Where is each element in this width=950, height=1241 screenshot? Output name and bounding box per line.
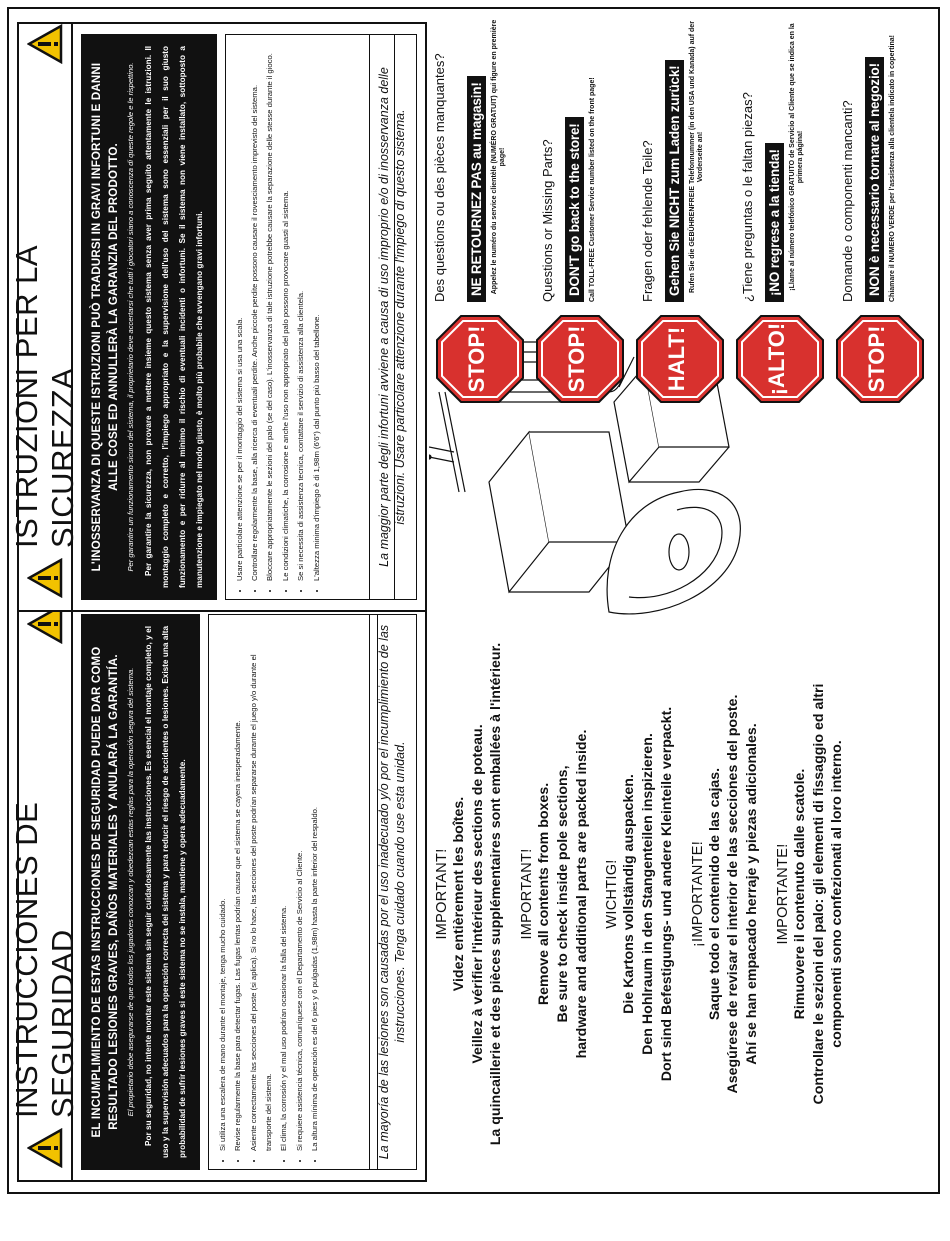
stop-question: Des questions ou des pièces manquantes? [432, 53, 447, 302]
bullet-item: • El clima, la corrosión y el mal uso podrían ocasionar la falla del sistema. [276, 623, 291, 1151]
important-title: IMPORTANTE! [774, 843, 791, 945]
stop-banner: DON'T go back to the store! [565, 117, 584, 302]
important-block-es [690, 614, 762, 1174]
stop-row-es [731, 12, 823, 412]
stop-question: Domande o componenti mancanti? [840, 100, 855, 302]
warning-icon [27, 558, 63, 598]
important-line: componenti sono confezionati al loro interno. [829, 740, 846, 1048]
important-line: Saque todo el contenido de las cajas. [706, 767, 723, 1021]
stop-row-it [831, 12, 923, 412]
important-line: Dort sind Befestigungs- und andere Kleinteile verpackt. [658, 706, 675, 1082]
bullet-item: • Bloccare appropriatamente le sezioni del palo (se del caso). L'inosservanza di tale istruzione potrebbe causare la separazione delle stesse durante il gioco. [262, 43, 277, 581]
italian-warning-note: Per garantire un funzionamento sicuro del sistema, il proprietario deve accertarsi che tutti i giocatori siano a conoscenza di queste regole e le rispettino. [126, 62, 136, 572]
important-title: IMPORTANT! [434, 848, 450, 940]
stop-question: ¿Tiene preguntas o le faltan piezas? [740, 92, 755, 302]
stop-banner: Gehen Sie NICHT zum Laden zurück! [665, 60, 684, 302]
bullet-item: • Asiente correctamente las secciones del poste (si aplica). Si no lo hace, las secciones del poste podrían separarse durante el juego y/o durante el transporte del sistema. [246, 623, 277, 1151]
bullet-item: • Si requiere asistencia técnica, comuníquese con el Departamento de Servicio al Cliente. [292, 623, 307, 1151]
important-line: Videz entièrement les boîtes. [451, 796, 467, 992]
italian-warning-head: L'INOSSERVANZA DI QUESTE ISTRUZIONI PUÒ TRADURSI IN GRAVI INFORTUNI E DANNI ALLE COSE ED ANNULLERÀ LA GARANZIA DEL PRODOTTO. [91, 62, 120, 572]
stop-sign-text: ¡ALTO! [764, 322, 789, 396]
stop-row-fr [431, 12, 523, 412]
bullet-item: • Si utiliza una escalera de mano durante el montaje, tenga mucho cuidado. [215, 623, 230, 1151]
spanish-warning-note: El propietario debe asegurarse de que todos los jugadores conozcan y obedezcan estas reglas para la operación segura del sistema. [126, 667, 136, 1117]
italian-safety-panel [9, 22, 427, 612]
spanish-title: INSTRUCCIONES DE SEGURIDAD [9, 801, 80, 1118]
important-line: Die Kartons vollständig auspacken. [621, 774, 638, 1014]
unpacking-instructions [434, 614, 934, 1174]
important-block-it [775, 614, 847, 1174]
bullet-item: • Le condizioni climatiche, la corrosione e anche l'uso non appropriato del palo possono provocare guasti al sistema. [278, 43, 293, 581]
important-line: Den Hohlraum in den Stangenteilen inspizieren. [640, 733, 657, 1055]
italian-title: ISTRUZIONI PER LA SICUREZZA [9, 246, 80, 548]
important-block-fr [434, 614, 506, 1174]
stop-banner: NE RETOURNEZ PAS au magasin! [467, 76, 486, 302]
bullet-item: • Revise regularmente la base para detectar fugas. Las fugas lentas podrían causar que el sistema se cayera inesperadamente. [230, 623, 245, 1151]
bullet-item: • La altura mínima de operación es del 6 pies y 6 pulgadas (1,98m) hasta la parte inferior del respaldo. [307, 623, 322, 1151]
stop-banner: ¡NO regrese a la tienda! [765, 143, 784, 302]
important-line: La quincaillerie et des pièces supplémentaires sont emballées à l'intérieur. [488, 642, 505, 1146]
stop-note: ¡Llame al número telefónico GRATUITO de Servicio al Cliente que se indica en la primera página! [789, 23, 805, 291]
spanish-title-bar [9, 604, 80, 1180]
stop-question: Questions or Missing Parts? [540, 139, 555, 302]
stop-sign-text: STOP! [464, 325, 489, 393]
stop-row-en [531, 12, 623, 412]
important-line: Asegúrese de revisar el interior de las secciones del poste. [725, 694, 742, 1094]
italian-warning-body: Per garantire la sicurezza, non provare a mettere insieme questo sistema senza aver prima seguito attentamente le istruzioni. Il montaggio completo e corretto, l'impiego appropriato e la supervisione dell'uso del sistema sono essenziali per il suo giusto funzionamento e per ridurre al minimo il rischio di eventuali incidenti o infortuni. Se il sistema non viene installato, sottoposto a manutenzione e impiegato nel modo giusto, è molto più probabile che avvengano gravi infortuni. [144, 46, 204, 588]
important-line: hardware and additional parts are packed inside. [573, 729, 590, 1059]
bullet-item: • Se si necessita di assistenza tecnica, contattare il servizio di assistenza alla clientela. [293, 43, 308, 581]
spanish-warning-body: Por su seguridad, no intente montar este sistema sin seguir cuidadosamente las instrucciones. Es esencial el montaje completo, y el uso y la supervisión adecuados para la operación correcta del sistema y para reducir el riesgo de accidentes o lesiones. Existe una alta probabilidad de sufrir lesiones graves si este sistema no se instala, mantiene y opera adecuadamente. [144, 626, 187, 1158]
stop-note: Rufen Sie die GEBÜHRENFREIE Telefonnummer (in den USA und Kanada) auf der Vorderseite an! [689, 21, 705, 293]
important-title: ¡IMPORTANTE! [689, 840, 706, 948]
stop-question: Fragen oder fehlende Teile? [640, 140, 655, 302]
stop-banner: NON è necessario tornare al negozio! [865, 57, 884, 302]
stop-note: Call TOLL-FREE Customer Service number listed on the front page! [589, 77, 596, 302]
stop-note: Chiamare il NUMERO VERDE per l'assistenza alla clientela indicato in copertina! [889, 35, 896, 302]
important-line: Controllare le sezioni del palo: gli elementi di fissaggio ed altri [810, 683, 827, 1105]
rotated-sheet [9, 9, 938, 1192]
bullet-item: • Usare particolare attenzione se per il montaggio del sistema si usa una scala. [232, 43, 247, 581]
important-title: IMPORTANT! [519, 848, 536, 940]
stop-note: Appelez le numéro du service clientèle (NUMÉRO GRATUIT) qui figure en première page! [491, 19, 507, 295]
important-block-de [604, 614, 676, 1174]
bullet-item: • L'altezza minima d'impiego è di 1,98m (6'6") dal punto più basso del tabellone. [309, 43, 324, 581]
important-block-en [519, 614, 591, 1174]
italian-footer-note: La maggior parte degli infortuni avviene a causa di uso improprio e/o di inosservanza delle istruzioni. Usare particolare attenzione durante l'impiego di questo sistema. [369, 34, 417, 600]
bullet-item: • Controllare regolarmente la base, alla ricerca di eventuali perdite. Anche piccole perdite possono causare il rovesciamento imprevisto del sistema. [247, 43, 262, 581]
spanish-bullet-box [208, 614, 378, 1170]
important-line: Be sure to check inside pole sections, [554, 765, 571, 1023]
important-title: WICHTIG! [604, 859, 621, 929]
stop-row-de [631, 12, 723, 412]
stop-sign-text: HALT! [664, 326, 689, 392]
page-frame [7, 7, 940, 1194]
warning-icon [27, 1128, 63, 1168]
italian-title-bar [9, 24, 80, 610]
important-line: Ahí se han empacado herraje y piezas adicionales. [744, 723, 761, 1065]
stop-sign-text: STOP! [564, 325, 589, 393]
stop-sign-text: STOP! [864, 325, 889, 393]
spanish-safety-panel [9, 602, 427, 1182]
customer-service-stops [431, 12, 936, 412]
warning-icon [27, 24, 63, 64]
spanish-warning-head: EL INCUMPLIMIENTO DE ESTAS INSTRUCCIONES DE SEGURIDAD PUEDE DAR COMO RESULTADO LESIONES GRAVES, DAÑOS MATERIALES Y ANULARÁ LA GARANTÍA. [91, 646, 120, 1138]
important-line: Veillez à vérifier l'intérieur des sections de poteau. [469, 724, 486, 1064]
important-line: Remove all contents from boxes. [536, 782, 553, 1006]
spanish-warning-box [81, 614, 200, 1170]
italian-warning-box [81, 34, 217, 600]
important-line: Rimuovere il contenuto dalle scatole. [791, 768, 808, 1020]
spanish-footer-note: La mayoría de las lesiones son causadas por el uso inadecuado y/o por el incumplimiento de las instrucciones. Tenga cuidado cuando use esta unidad. [369, 614, 417, 1170]
